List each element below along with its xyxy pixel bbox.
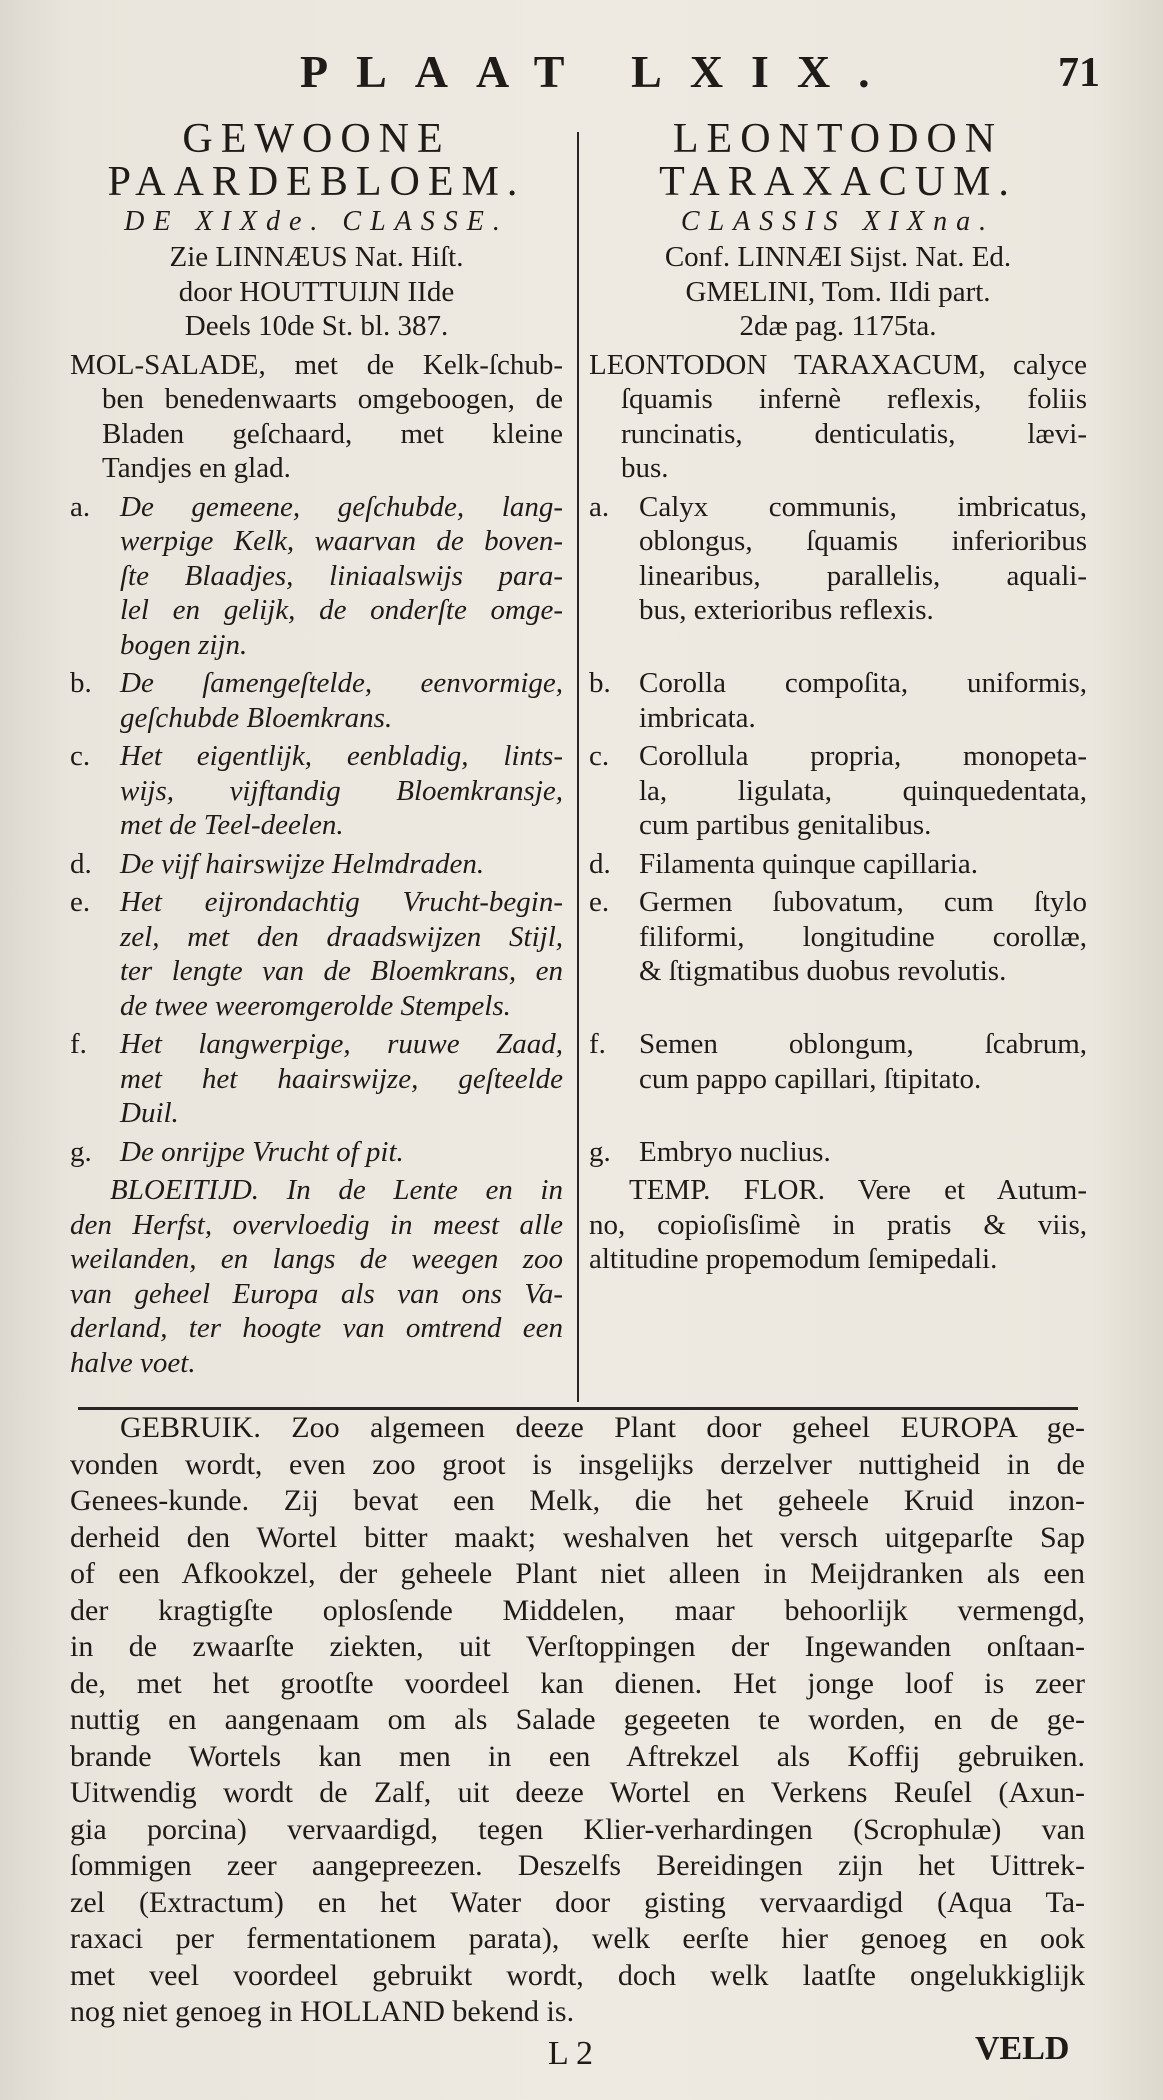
left-flowering-time	[70, 1173, 575, 1380]
left-entry	[70, 739, 575, 843]
left-entry-e	[70, 885, 563, 1023]
entry-label: f.	[70, 1028, 87, 1060]
text-line: ſte Blaadjes, liniaalswijs para-	[120, 559, 563, 592]
right-entry-b	[589, 666, 1087, 735]
text-line: brande Wortels kan men in een Aftrekzel als Koffij gebruiken.	[70, 1739, 1085, 1773]
text-line: vonden wordt, even zoo groot is insgelijks derzelver nuttigheid in de	[70, 1447, 1085, 1481]
text-line: runcinatis, denticulatis, lævi-	[621, 417, 1087, 450]
left-entry	[70, 666, 575, 735]
text-line: nog niet genoeg in HOLLAND bekend is.	[70, 1995, 575, 2028]
entry-label: a.	[589, 490, 610, 523]
left-heading-block	[70, 118, 575, 344]
text-line: 2dæ pag. 1175ta.	[739, 310, 937, 342]
text-line: TEMP. FLOR. Vere et Autum-	[629, 1174, 1087, 1206]
right-entry	[575, 1135, 1087, 1170]
left-entry-b	[70, 666, 563, 735]
page-number: 71	[1058, 50, 1100, 96]
right-entry-a	[589, 490, 1087, 628]
left-entry-c	[70, 739, 563, 843]
entry-label: f.	[589, 1028, 606, 1060]
text-line: Duil.	[120, 1097, 179, 1129]
entry-label: d.	[70, 847, 92, 880]
text-line: Deels 10de St. bl. 387.	[184, 310, 449, 342]
text-line: Het eigentlijk, eenbladig, lints-	[120, 740, 563, 772]
plate-title: PLAAT LXIX.	[300, 46, 898, 97]
text-line: de, met het grootſte voordeel kan dienen. Het jonge loof is zeer	[70, 1666, 1085, 1700]
right-entry	[575, 666, 1087, 735]
right-entry	[575, 847, 1087, 882]
text-line: der kragtigſte oplosſende Middelen, maar behoorlijk vermengd,	[70, 1593, 1085, 1627]
text-line: BLOEITIJD. In de Lente en in	[110, 1174, 563, 1206]
text-line: Conf. LINNÆI Sijst. Nat. Ed.	[664, 241, 1012, 273]
entry-label: b.	[70, 667, 92, 699]
left-entry	[70, 1027, 575, 1131]
two-column-text	[70, 118, 1092, 1380]
right-entry-d	[589, 847, 1087, 882]
text-line: Embryo nuclius.	[639, 1135, 831, 1168]
entry-label: e.	[70, 886, 91, 918]
right-description	[575, 348, 1087, 486]
text-line: werpige Kelk, waarvan de boven-	[120, 525, 563, 557]
text-line: Bladen geſchaard, met kleine	[102, 417, 563, 450]
text-line: oblongus, ſquamis inferioribus	[639, 525, 1087, 557]
text-line: zel (Extractum) en het Water door gisting vervaardigd (Aqua Ta-	[70, 1885, 1085, 1919]
text-line: derheid den Wortel bitter maakt; weshalven het versch uitgeparſte Sap	[70, 1520, 1085, 1554]
right-description-text	[589, 348, 1087, 486]
text-line: zel, met den draadswijzen Stijl,	[120, 920, 563, 953]
left-entry	[70, 1135, 575, 1170]
right-title-line-1: LEONTODON	[672, 116, 1004, 162]
text-line: wijs, vijftandig Bloemkransje,	[120, 774, 563, 807]
entry-label: b.	[589, 667, 611, 699]
signature-mark: L 2	[548, 2035, 594, 2072]
text-line: derland, ter hoogte van omtrend een	[70, 1312, 563, 1344]
text-line: met de Teel-deelen.	[120, 809, 344, 841]
text-line: Tandjes en glad.	[102, 452, 291, 484]
entry-label: d.	[589, 847, 611, 880]
text-line: cum pappo capillari, ſtipitato.	[639, 1062, 982, 1095]
usage-paragraph	[70, 1410, 1085, 2031]
right-entry-c	[589, 739, 1087, 843]
text-line: gia porcina) vervaardigd, tegen Klier-verhardingen (Scrophulæ) van	[70, 1812, 1085, 1846]
left-entry	[70, 847, 575, 882]
text-line: Het eijrondachtig Vrucht-begin-	[120, 886, 563, 918]
left-reference	[70, 240, 563, 344]
right-flowering-time	[575, 1173, 1087, 1380]
text-line: LEONTODON TARAXACUM, calyce	[589, 348, 1087, 381]
left-description	[70, 348, 575, 486]
text-line: Corolla compoſita, uniformis,	[639, 667, 1087, 699]
text-line: ter lengte van de Bloemkrans, en	[120, 955, 563, 987]
text-line: Het langwerpige, ruuwe Zaad,	[120, 1028, 563, 1060]
text-line: van geheel Europa als van ons Va-	[70, 1277, 563, 1310]
text-line: geſchubde Bloemkrans.	[120, 701, 393, 734]
text-line: de twee weeromgerolde Stempels.	[120, 989, 511, 1022]
right-entry-e	[589, 885, 1087, 989]
running-header	[0, 45, 1163, 105]
entry-label: g.	[589, 1135, 611, 1168]
text-line: GEBRUIK. Zoo algemeen deeze Plant door geheel EUROPA ge-	[120, 1411, 1085, 1444]
right-title-line-2: TARAXACUM.	[659, 159, 1017, 205]
left-title-line-1: GEWOONE	[182, 116, 451, 162]
left-classis: DE XIXde. CLASSE.	[124, 206, 509, 237]
right-entry	[575, 490, 1087, 663]
text-line: De vijf hairswijze Helmdraden.	[120, 847, 485, 880]
entry-label: c.	[589, 740, 610, 772]
text-line: De gemeene, geſchubde, lang-	[120, 490, 563, 523]
text-line: la, ligulata, quinquedentata,	[639, 774, 1087, 807]
text-line: ſquamis infernè reflexis, foliis	[621, 383, 1087, 415]
text-line: met veel voordeel gebruikt wordt, doch welk laatſte ongelukkiglijk	[70, 1958, 1085, 1992]
text-line: ben benedenwaarts omgeboogen, de	[102, 383, 563, 415]
text-line: imbricata.	[639, 701, 756, 734]
entry-label: a.	[70, 490, 91, 523]
text-line: ſommigen zeer aangepreezen. Deszelfs Bereidingen zijn het Uittrek-	[70, 1849, 1085, 1882]
text-line: filiformi, longitudine corollæ,	[639, 920, 1087, 953]
text-line: Uitwendig wordt de Zalf, uit deeze Wortel en Verkens Reuſel (Axun-	[70, 1776, 1085, 1809]
entry-label: g.	[70, 1135, 92, 1168]
left-flowering-text	[70, 1173, 563, 1380]
text-line: in de zwaarſte ziekten, uit Verſtoppingen der Ingewanden onſtaan-	[70, 1630, 1085, 1663]
right-flowering-text	[589, 1173, 1087, 1277]
text-line: bogen zijn.	[120, 628, 248, 661]
text-line: Filamenta quinque capillaria.	[639, 847, 979, 880]
text-line: linearibus, parallelis, aquali-	[639, 559, 1087, 592]
left-entry	[70, 885, 575, 1023]
text-line: den Herfst, overvloedig in meest alle	[70, 1208, 563, 1241]
text-line: cum partibus genitalibus.	[639, 809, 932, 841]
text-line: lel en gelijk, de onderſte omge-	[120, 594, 563, 626]
text-line: nuttig en aangenaam om als Salade gegeeten te worden, en de ge-	[70, 1703, 1085, 1736]
right-entry	[575, 739, 1087, 843]
text-line: Corollula propria, monopeta-	[639, 740, 1087, 772]
right-reference	[589, 240, 1087, 344]
left-entry-g	[70, 1135, 563, 1170]
text-line: De ſamengeſtelde, eenvormige,	[120, 667, 563, 699]
text-line: altitudine propemodum ſemipedali.	[589, 1243, 998, 1275]
text-line: raxaci per fermentationem parata), welk eerſte hier genoeg en ook	[70, 1922, 1085, 1955]
right-entry	[575, 1027, 1087, 1131]
text-line: De onrijpe Vrucht of pit.	[120, 1135, 404, 1168]
left-title-line-2: PAARDEBLOEM.	[107, 159, 526, 205]
text-line: weilanden, en langs de weegen zoo	[70, 1243, 563, 1275]
right-entry-f	[589, 1027, 1087, 1096]
text-line: halve voet.	[70, 1346, 196, 1379]
text-line: Genees-kunde. Zij bevat een Melk, die het geheele Kruid inzon-	[70, 1484, 1085, 1517]
text-line: bus.	[621, 452, 669, 484]
text-line: door HOUTTUIJN IIde	[178, 275, 455, 308]
text-line: GMELINI, Tom. IIdi part.	[685, 275, 991, 308]
text-line: & ſtigmatibus duobus revolutis.	[639, 955, 1007, 987]
left-description-text	[70, 348, 563, 486]
right-heading-block	[575, 118, 1087, 344]
right-entry	[575, 885, 1087, 1023]
text-line: bus, exterioribus reflexis.	[639, 594, 934, 626]
left-entry-f	[70, 1027, 563, 1131]
entry-label: c.	[70, 740, 91, 772]
text-line: Zie LINNÆUS Nat. Hiſt.	[169, 241, 464, 273]
text-line: of een Afkookzel, der geheele Plant niet alleen in Meijdranken als een	[70, 1557, 1085, 1590]
right-entry-g	[589, 1135, 1087, 1170]
text-line: Calyx communis, imbricatus,	[639, 490, 1087, 523]
text-line: Germen ſubovatum, cum ſtylo	[639, 886, 1087, 918]
text-line: no, copioſisſimè in pratis & viis,	[589, 1208, 1087, 1241]
left-entry	[70, 490, 575, 663]
text-line: Semen oblongum, ſcabrum,	[639, 1028, 1087, 1060]
text-line: met het haairswijze, geſteelde	[120, 1062, 563, 1095]
left-entry-d	[70, 847, 563, 882]
catchword: VELD	[975, 2030, 1070, 2067]
text-line: MOL-SALADE, met de Kelk-ſchub-	[70, 348, 563, 381]
left-entry-a	[70, 490, 563, 663]
right-classis: CLASSIS XIXna.	[680, 206, 996, 237]
entry-label: e.	[589, 886, 610, 918]
